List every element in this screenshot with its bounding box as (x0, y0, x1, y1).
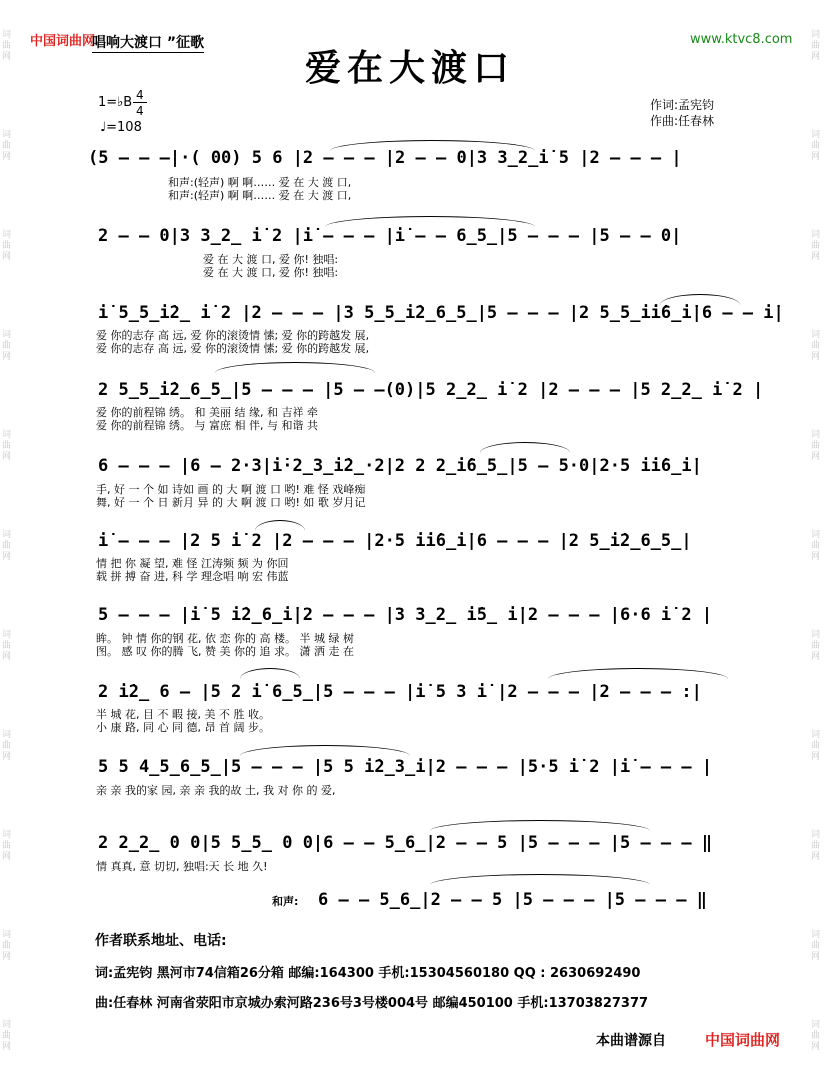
score-row-9-lyrics: 亲 亲 我的家 园, 亲 亲 我的故 土, 我 对 你 的 爱, (96, 784, 336, 797)
contact-title: 作者联系地址、电话: (95, 933, 227, 949)
time-signature-top: 4 (136, 88, 144, 102)
slur-row-5 (480, 442, 570, 453)
score-row-3-lyrics-verse1: 爱 你的志存 高 远, 爱 你的滚烫情 愫; 爱 你的跨越发 展, (96, 329, 370, 342)
score-row-4-lyrics-verse1: 爱 你的前程锦 绣。 和 美丽 结 缘, 和 吉祥 牵 (96, 406, 318, 419)
score-row-5-notes: 6 — — — |6 — 2·3|i̇·2̲3̲i̇2̲·2|2 2 2̲i̇6̲5̲|5 — 5·0|2·5 i̇i̇6̲i̇| (98, 456, 702, 476)
score-row-2-lyrics-verse1: 爱 在 大 渡 口, 爱 你! 独唱: (203, 253, 339, 266)
slur-row-11 (430, 874, 650, 885)
score-row-8-notes: 2 i̇2̲ 6 — |5 2 i̇ 6̲5̲|5 — — — |i̇ 5 3 i̇ |2 — — — |2 — — — :| (98, 682, 702, 702)
score-row-5-lyrics-verse1: 手, 好 一 个 如 诗如 画 的 大 啊 渡 口 哟! 难 怪 戏峰痴 (96, 483, 366, 496)
slur-row-10 (430, 820, 650, 831)
slur-row-8a (240, 668, 300, 679)
score-row-2-lyrics-verse2: 爱 在 大 渡 口, 爱 你! 独唱: (203, 266, 339, 279)
time-signature-bottom: 4 (136, 104, 144, 118)
lyricist-credit: 作词:孟宪钧 (650, 98, 715, 112)
score-row-1-lyrics-verse2: 和声:(轻声) 啊 啊…… 爱 在 大 渡 口, (168, 189, 352, 202)
side-watermark-left: 词曲网 词曲网 词曲网 词曲网 词曲网 词曲网 词曲网 词曲网 词曲网 词曲网 词曲网 (2, 30, 12, 1052)
score-row-2-notes: 2 — — 0|3 3̲2̲ i̇ 2 |i̇ — — — |i̇ — — 6̲5̲|5 — — — |5 — — 0| (98, 226, 682, 246)
slur-row-2 (325, 216, 535, 227)
score-row-3-notes: i̇ 5̲5̲i̇2̲ i̇ 2 |2 — — — |3 5̲5̲i̇2̲6̲5̲|5 — — — |2 5̲5̲i̇i̇6̲i̇|6 — — i̇| (98, 303, 784, 323)
score-row-9-notes: 5 5 4̲5̲6̲5̲|5 — — — |5 5 i̇2̲3̲i̇|2 — — — |5·5 i̇ 2 |i̇ — — — | (98, 757, 713, 777)
time-signature-rule (133, 102, 147, 103)
score-row-6-lyrics-verse2: 载 拼 搏 奋 进, 科 学 理念唱 响 宏 伟蓝 (96, 570, 289, 583)
site-url-right[interactable]: www.ktvc8.com (690, 32, 793, 47)
score-row-3-lyrics-verse2: 爱 你的志存 高 远, 爱 你的滚烫情 愫; 爱 你的跨越发 展, (96, 342, 370, 355)
slur-row-9 (240, 745, 410, 756)
source-label: 本曲谱源自 (596, 1033, 666, 1049)
site-logo-left[interactable]: 中国词曲网 (30, 34, 96, 49)
score-row-5-lyrics-verse2: 舞, 好 一 个 日 新月 异 的 大 啊 渡 口 哟! 如 歌 岁月记 (96, 496, 366, 509)
slur-row-4 (215, 362, 375, 373)
slur-row-6 (255, 520, 305, 531)
score-row-4-lyrics-verse2: 爱 你的前程锦 绣。 与 富庶 相 伴, 与 和谐 共 (96, 419, 318, 432)
score-row-6-lyrics-verse1: 情 把 你 凝 望, 难 怪 江涛频 频 为 你回 (96, 557, 289, 570)
side-watermark-right: 词曲网 词曲网 词曲网 词曲网 词曲网 词曲网 词曲网 词曲网 词曲网 词曲网 词曲网 (811, 30, 821, 1052)
key-signature: 1=♭B (98, 95, 133, 110)
page-title: 爱在大渡口 (305, 47, 516, 89)
score-row-7-notes: 5 — — — |i̇ 5 i̇2̲6̲i̇|2 — — — |3 3̲2̲ i̇5̲ i̇|2 — — — |6·6 i̇ 2 | (98, 605, 713, 625)
source-site-link[interactable]: 中国词曲网 (705, 1031, 781, 1049)
score-row-11-notes: 6 — — 5̲6̲|2 — — 5 |5 — — — |5 — — — ‖ (318, 890, 707, 910)
score-row-6-notes: i̇ — — — |2 5 i̇ 2 |2 — — — |2·5 i̇i̇6̲i̇|6 — — — |2 5̲i̇2̲6̲5̲| (98, 531, 692, 551)
slur-row-3 (660, 294, 740, 305)
composer-credit: 作曲:任春林 (650, 114, 715, 128)
score-row-8-lyrics-verse1: 半 城 花, 目 不 暇 接, 美 不 胜 收。 (96, 708, 270, 721)
score-row-10-notes: 2 2̲2̲ 0 0|5 5̲5̲ 0 0|6 — — 5̲6̲|2 — — 5 |5 — — — |5 — — — ‖ (98, 833, 713, 853)
score-row-7-lyrics-verse1: 眸。 钟 情 你的钢 花, 依 恋 你的 高 楼。 半 城 绿 树 (96, 632, 354, 645)
harmony-label: 和声: (272, 895, 299, 908)
composer-contact: 曲:任春林 河南省荥阳市京城办索河路236号3号楼004号 邮编450100 手机:13703827377 (95, 996, 649, 1011)
contest-label: 唱响大渡口 ”征歌 (92, 32, 204, 53)
slur-row-8b (548, 668, 728, 679)
score-row-4-notes: 2 5̲5̲i̇2̲6̲5̲|5 — — — |5 — —(0)|5 2̲2̲ i̇ 2 |2 — — — |5 2̲2̲ i̇ 2 | (98, 380, 764, 400)
tempo-marking: ♩=108 (100, 120, 142, 135)
lyricist-contact: 词:孟宪钧 黑河市74信箱26分箱 邮编:164300 手机:15304560180 QQ : 2630692490 (95, 966, 641, 981)
score-row-7-lyrics-verse2: 图。 感 叹 你的腾 飞, 赞 美 你的 追 求。 潇 洒 走 在 (96, 645, 354, 658)
score-row-1-notes: (5 — — —|·( 00) 5 6 |2 — — — |2 — — 0|3 3̲2̲i̇ 5 |2 — — — | (88, 148, 682, 168)
score-row-1-lyrics-verse1: 和声:(轻声) 啊 啊…… 爱 在 大 渡 口, (168, 176, 352, 189)
score-row-8-lyrics-verse2: 小 康 路, 同 心 同 德, 昂 首 阔 步。 (96, 721, 270, 734)
score-row-10-lyrics: 情 真真, 意 切切, 独唱:天 长 地 久! (96, 860, 268, 873)
slur-row-1 (330, 140, 535, 151)
